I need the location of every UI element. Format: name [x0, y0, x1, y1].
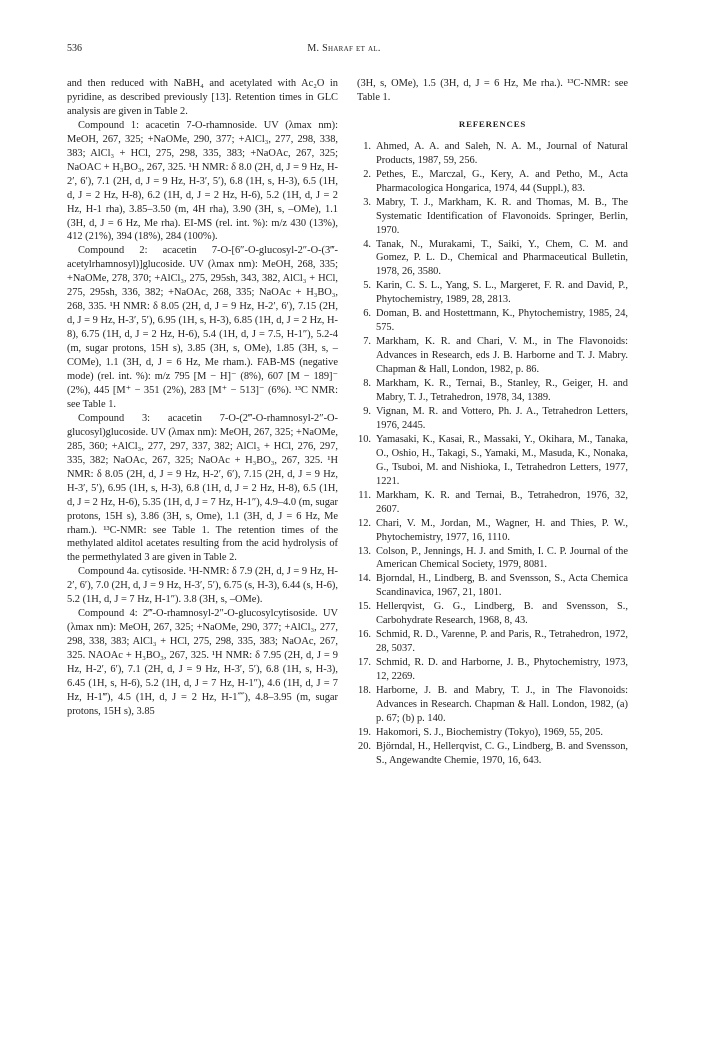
running-authors: M. Sharaf et al.	[307, 43, 381, 54]
reference-item	[357, 405, 628, 433]
reference-item	[357, 433, 628, 489]
reference-number: 20.	[358, 740, 371, 752]
reference-text: Chari, V. M., Jordan, M., Wagner, H. and Thies, P. W., Phytochemistry, 1977, 16, 1110.	[376, 517, 628, 543]
reference-number: 14.	[358, 573, 371, 585]
reference-item	[357, 196, 628, 238]
reference-item	[357, 517, 628, 545]
reference-number: 5.	[363, 280, 371, 292]
reference-item	[357, 168, 628, 196]
reference-text: Bjorndal, H., Lindberg, B. and Svensson, S., Acta Chemica Scandinavica, 1967, 21, 1801.	[376, 573, 628, 599]
reference-item	[357, 279, 628, 307]
reference-number: 6.	[363, 308, 371, 320]
reference-text: Tanak, N., Murakami, T., Saiki, Y., Chem, C. M. and Gomez, P. L. D., Chemical and Pharmaceutical Bulletin, 1978, 26, 3580.	[376, 238, 628, 278]
reference-text: Yamasaki, K., Kasai, R., Massaki, Y., Okihara, M., Tanaka, O., Oshio, H., Takagi, S., Yamaki, M., Masuda, K., Nonaka, G., Tsuboi, M. and Nishioka, I., Tetrahedron Letters, 1977, 1221.	[376, 433, 628, 487]
experimental-continuation: and then reduced with NaBH₄ and acetylated with Ac₂O in pyridine, as described previously [13]. Retention times in GLC analysis are given in Table 2.	[67, 78, 338, 117]
compound-1-paragraph: Compound 1: acacetin 7-O-rhamnoside. UV (λmax nm): MeOH, 267, 325; +NaOMe, 290, 377; +AlCl₃, 277, 298, 338, 383; AlCl₃ + HCl, 275, 298, 335, 383; +NaOAc, 267, 325; NaOAC + H₃BO₃, 267, 325. ¹H NMR: δ 8.0 (2H, d, J = 9 Hz, H-2′, 6′), 7.1 (2H, d, J = 9 Hz, H-3′, 5′), 6.8 (1H, s, H-3), 6.5 (1H, d, J = 2 Hz, H-8), 6.2 (1H, d, J = 2 Hz, H-6), 5.2 (1H, d, J = 2 Hz, H-1 rha), 3.85–3.50 (m, 4H rha), 3.90 (3H, s, –OMe), 1.1 (3H, d, J = 6 Hz, Me rha). EI-MS (rel. int. %): m/z 430 (13%), 412 (21%), 394 (18%), 284 (100%).	[67, 119, 338, 243]
reference-item	[357, 572, 628, 600]
reference-text: Schmid, R. D. and Harborne, J. B., Phytochemistry, 1973, 12, 2269.	[376, 657, 628, 683]
reference-text: Pethes, E., Marczal, G., Kery, A. and Petho, M., Acta Pharmacologica Hongarica, 1974, 44 (Suppl.), 83.	[376, 168, 628, 194]
right-column	[357, 77, 628, 768]
reference-number: 2.	[363, 168, 371, 180]
reference-item	[357, 140, 628, 168]
reference-item	[357, 489, 628, 517]
reference-item	[357, 335, 628, 377]
reference-number: 17.	[358, 657, 371, 669]
reference-text: Markham, K. R. and Ternai, B., Tetrahedron, 1976, 32, 2607.	[376, 489, 628, 515]
reference-number: 11.	[358, 489, 371, 501]
reference-text: Ahmed, A. A. and Saleh, N. A. M., Journal of Natural Products, 1987, 59, 256.	[376, 140, 628, 166]
reference-text: Vignan, M. R. and Vottero, Ph. J. A., Tetrahedron Letters, 1976, 2445.	[376, 405, 628, 431]
reference-item	[357, 307, 628, 335]
compound-3-paragraph: Compound 3: acacetin 7-O-(2‴-O-rhamnosyl-2″-O-glucosyl)glucoside. UV (λmax nm): MeOH, 267, 325; +NaOMe, 285, 360; +AlCl₃, 277, 297, 337, 382; AlCl₃ + HCl, 276, 297, 335, 382; NaOAc, 267, 325; NaOAc + H₃BO₃, 267, 325. ¹H NMR: δ 8.05 (2H, d, J = 9 Hz, H-2′, 6′), 7.15 (2H, d, J = 9 Hz, H-3′, 5′), 6.95 (1H, s, H-3), 6.8 (1H, d, J = 2 Hz, H-8), 6.5 (1H, d, J = 2 Hz, H-6), 5.35 (1H, d, J = 7 Hz, H-1″), 4.9–4.0 (m, sugar protons, 15H s), 3.86 (3H, s, Ome), 1.1 (3H, d, J = 6 Hz, Me rham.). ¹³C-NMR: see Table 1. The retention times of the methylated alditol acetates resulting from the acid hydrolysis of the permethylated 3 are given in Table 2.	[67, 412, 338, 564]
reference-item	[357, 545, 628, 573]
reference-text: Doman, B. and Hostettmann, K., Phytochemistry, 1985, 24, 575.	[376, 308, 628, 334]
reference-item	[357, 740, 628, 768]
reference-number: 1.	[363, 140, 371, 152]
reference-text: Schmid, R. D., Varenne, P. and Paris, R., Tetrahedron, 1972, 28, 5037.	[376, 629, 628, 655]
reference-text: Mabry, T. J., Markham, K. R. and Thomas, M. B., The Systematic Identification of Flavonoids. Springer, Berlin, 1970.	[376, 196, 628, 236]
reference-number: 19.	[358, 726, 371, 738]
reference-item	[357, 726, 628, 740]
reference-text: Colson, P., Jennings, H. J. and Smith, I. C. P. Journal of the American Chemical Society, 1979, 8081.	[376, 545, 628, 571]
running-header	[67, 43, 621, 57]
reference-number: 18.	[358, 685, 371, 697]
compound-4-paragraph: Compound 4: 2‴-O-rhamnosyl-2″-O-glucosylcytisoside. UV (λmax nm): MeOH, 267, 325; +NaOMe, 290, 377; +AlCl₃, 277, 298, 338, 383; AlCl₃ + HCl, 275, 298, 335, 383; NaOAc, 267, 325. NAOAc + H₃BO₃, 267, 325. ¹H NMR: δ 7.95 (2H, d, J = 9 Hz, H-2′, 6′), 7.1 (2H, d, J = 9 Hz, H-3′, 5′), 6.8 (1H, s, H-3), 6.45 (1H, s, H-6), 5.2 (1H, d, J = 7 Hz, H-1″), 4.6 (1H, d, J = 7 Hz, H-1‴), 4.5 (1H, d, J = 2 Hz, H-1⁗), 4.8–3.95 (m, sugar protons, 15H s), 3.85	[67, 608, 338, 717]
reference-number: 9.	[363, 405, 371, 417]
reference-text: Hakomori, S. J., Biochemistry (Tokyo), 1969, 55, 205.	[376, 726, 603, 738]
reference-number: 13.	[358, 545, 371, 557]
reference-number: 16.	[358, 629, 371, 641]
reference-number: 8.	[363, 378, 371, 390]
reference-number: 4.	[363, 238, 371, 250]
reference-text: Karin, C. S. L., Yang, S. L., Margeret, F. R. and David, P., Phytochemistry, 1989, 28, 2813.	[376, 280, 628, 306]
reference-item	[357, 684, 628, 726]
compound-4a-paragraph: Compound 4a. cytisoside. ¹H-NMR: δ 7.9 (2H, d, J = 9 Hz, H-2′, 6′), 7.0 (2H, d, J = 9 Hz, H-3′, 5′), 6.75 (s, H-3), 6.44 (s, H-6), 5.2 (1H, d, J = 7 Hz, H-1″). 3.8 (3H, s, –OMe).	[67, 566, 338, 606]
reference-text: Harborne, J. B. and Mabry, T. J., in The Flavonoids: Advances in Research. Chapman & Hall. London, 1982, (a) p. 67; (b) p. 140.	[376, 685, 628, 724]
reference-number: 7.	[363, 336, 371, 348]
references-heading: REFERENCES	[458, 118, 527, 129]
left-column	[67, 77, 338, 719]
reference-text: Björndal, H., Hellerqvist, C. G., Lindberg, B. and Svensson, S., Angewandte Chemie, 1970, 16, 643.	[376, 740, 628, 766]
reference-item	[357, 656, 628, 684]
reference-text: Hellerqvist, G. G., Lindberg, B. and Svensson, S., Carbohydrate Research, 1968, 8, 43.	[376, 601, 628, 627]
reference-number: 15.	[358, 601, 371, 613]
page-number: 536	[67, 43, 82, 54]
compound-2-paragraph: Compound 2: acacetin 7-O-[6″-O-glucosyl-2″-O-(3‴-acetylrhamnosyl)]glucoside. UV (λmax nm): MeOH, 268, 335; +NaOMe, 278, 370; +AlCl₃, 275, 295sh, 343, 382, AlCl₃ + HCl, 275, 295sh, 336, 382; +NaOAc, 268, 335; NaOAc + H₃BO₃, 268, 335. ¹H NMR: δ 8.05 (2H, d, J = 9 Hz, H-2′, 6′), 7.15 (2H, d, J = 9 Hz, H-3′, 5′), 6.95 (1H, s, H-3), 6.85 (1H, d, J = 2 Hz, H-8), 6.75 (1H, d, J = 2 Hz, H-6), 5.4 (1H, d, J = 7.5, H-1″), 5.2-4 (m, sugar protons, 15H s), 3.85 (3H, s, OMe), 1.85 (3H, s, –COMe), 1.1 (3H, d, J = 6 Hz, Me rham.). FAB-MS (negative mode) (rel. int. %): m/z 795 [M − H]⁻ (8%), 607 [M − 189]⁻ (2%), 445 [M⁺ − 351 (2%), 283 [M⁺ − 513]⁻ (6%). ¹³C NMR: see Table 1.	[67, 245, 338, 410]
reference-item	[357, 377, 628, 405]
reference-number: 12.	[358, 517, 371, 529]
reference-item	[357, 600, 628, 628]
reference-text: Markham, K. R. and Chari, V. M., in The Flavonoids: Advances in Research, eds J. B. Harborne and T. J. Mabry. Chapman & Hall, London, 1982, p. 86.	[376, 336, 628, 376]
compound-4-continuation: (3H, s, OMe), 1.5 (3H, d, J = 6 Hz, Me rha.). ¹³C-NMR: see Table 1.	[357, 78, 628, 103]
reference-item	[357, 628, 628, 656]
reference-number: 10.	[358, 433, 371, 445]
reference-text: Markham, K. R., Ternai, B., Stanley, R., Geiger, H. and Mabry, T. J., Tetrahedron, 1978, 34, 1389.	[376, 378, 628, 404]
references-list	[357, 140, 628, 768]
reference-item	[357, 238, 628, 280]
reference-number: 3.	[363, 196, 371, 208]
